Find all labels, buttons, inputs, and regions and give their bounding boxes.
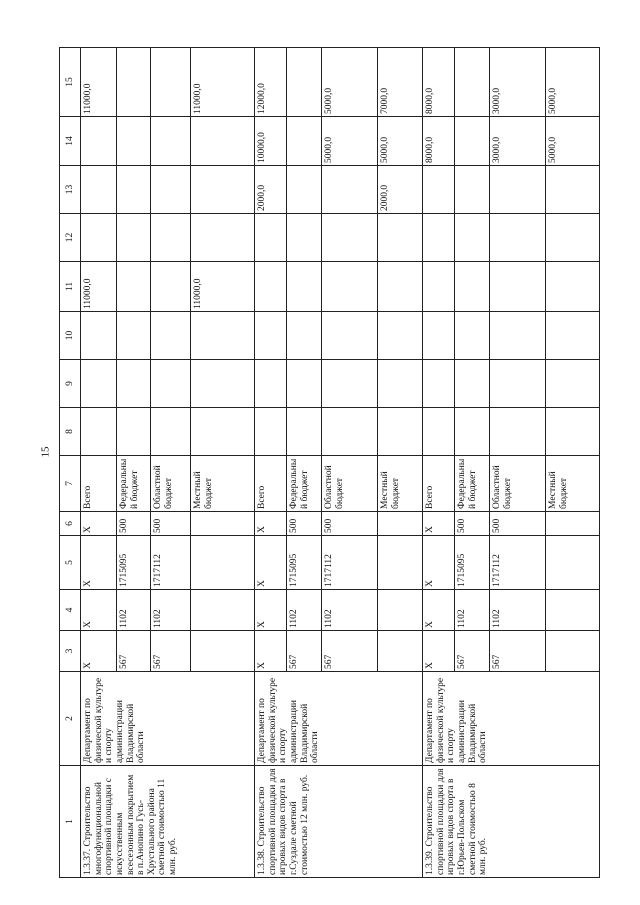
value-cell: 1102 [322, 590, 378, 631]
value-cell [378, 590, 423, 631]
value-cell [322, 408, 378, 456]
funding-source-cell: Федеральный бюджет [117, 456, 151, 512]
funding-source-cell: Всего [423, 456, 455, 512]
value-cell: 11000,0 [81, 48, 117, 117]
value-cell: 2000,0 [378, 166, 423, 214]
value-cell: X [81, 536, 117, 590]
table-row [81, 48, 117, 878]
value-cell [322, 360, 378, 408]
header-cell: 6 [60, 512, 81, 536]
funding-source-cell: Федеральный бюджет [287, 456, 322, 512]
value-cell [455, 360, 490, 408]
header-cell: 10 [60, 312, 81, 360]
value-cell [455, 166, 490, 214]
value-cell: 500 [117, 512, 151, 536]
value-cell: 1715095 [455, 536, 490, 590]
value-cell [81, 408, 117, 456]
value-cell [191, 166, 255, 214]
value-cell [490, 262, 546, 312]
value-cell [322, 312, 378, 360]
value-cell: 11000,0 [191, 262, 255, 312]
funding-source-cell: Областной бюджет [490, 456, 546, 512]
value-cell [81, 312, 117, 360]
header-row [60, 48, 81, 878]
value-cell: 1717112 [490, 536, 546, 590]
value-cell: 567 [322, 631, 378, 672]
page-number: 15 [39, 446, 52, 458]
header-cell: 2 [60, 672, 81, 766]
header-cell: 3 [60, 631, 81, 672]
value-cell: X [423, 631, 455, 672]
budget-table [59, 47, 600, 878]
value-cell [287, 48, 322, 117]
value-cell: 500 [455, 512, 490, 536]
funding-source-cell: Местный бюджет [191, 456, 255, 512]
value-cell [423, 408, 455, 456]
responsible-dept-cell: Департамент по физической культуре и спорту администрации Владимирской области [81, 672, 255, 766]
value-cell: 500 [490, 512, 546, 536]
value-cell [151, 408, 191, 456]
value-cell [322, 166, 378, 214]
value-cell [546, 360, 600, 408]
value-cell [287, 312, 322, 360]
value-cell [151, 262, 191, 312]
value-cell [81, 166, 117, 214]
value-cell [546, 214, 600, 262]
value-cell: 3000,0 [490, 117, 546, 166]
value-cell: 567 [287, 631, 322, 672]
value-cell [117, 312, 151, 360]
value-cell [117, 166, 151, 214]
value-cell: X [423, 590, 455, 631]
value-cell [117, 48, 151, 117]
value-cell [378, 360, 423, 408]
value-cell [423, 312, 455, 360]
value-cell [287, 408, 322, 456]
header-cell: 7 [60, 456, 81, 512]
value-cell [546, 408, 600, 456]
value-cell: 1717112 [322, 536, 378, 590]
value-cell [546, 312, 600, 360]
value-cell [287, 214, 322, 262]
value-cell [151, 166, 191, 214]
value-cell [255, 408, 287, 456]
value-cell [151, 360, 191, 408]
value-cell [546, 590, 600, 631]
value-cell: X [81, 590, 117, 631]
value-cell [455, 117, 490, 166]
value-cell [490, 360, 546, 408]
value-cell [423, 214, 455, 262]
header-cell: 8 [60, 408, 81, 456]
header-cell: 11 [60, 262, 81, 312]
value-cell [423, 360, 455, 408]
value-cell: X [423, 512, 455, 536]
responsible-dept-cell: Департамент по физической культуре и спорту администрации Владимирской области [423, 672, 600, 766]
value-cell [423, 262, 455, 312]
header-cell: 14 [60, 117, 81, 166]
value-cell: 567 [490, 631, 546, 672]
value-cell [191, 590, 255, 631]
value-cell: 10000,0 [255, 117, 287, 166]
value-cell [455, 48, 490, 117]
value-cell [81, 214, 117, 262]
value-cell: 1102 [151, 590, 191, 631]
value-cell: 7000,0 [378, 48, 423, 117]
value-cell [117, 360, 151, 408]
value-cell [191, 360, 255, 408]
value-cell [287, 262, 322, 312]
value-cell: 1715095 [117, 536, 151, 590]
value-cell [490, 214, 546, 262]
value-cell [255, 312, 287, 360]
table-row [423, 48, 455, 878]
funding-source-cell: Местный бюджет [546, 456, 600, 512]
value-cell [151, 312, 191, 360]
value-cell: 500 [287, 512, 322, 536]
value-cell [322, 262, 378, 312]
value-cell [255, 214, 287, 262]
funding-source-cell: Местный бюджет [378, 456, 423, 512]
header-cell: 13 [60, 166, 81, 214]
value-cell: X [423, 536, 455, 590]
value-cell [322, 214, 378, 262]
value-cell: 8000,0 [423, 117, 455, 166]
value-cell: 1102 [490, 590, 546, 631]
value-cell [117, 408, 151, 456]
value-cell [191, 631, 255, 672]
header-cell: 1 [60, 766, 81, 878]
funding-source-cell: Федеральный бюджет [455, 456, 490, 512]
value-cell [378, 631, 423, 672]
funding-source-cell: Всего [255, 456, 287, 512]
value-cell: 1102 [117, 590, 151, 631]
value-cell [423, 166, 455, 214]
value-cell [287, 117, 322, 166]
value-cell [151, 117, 191, 166]
header-cell: 4 [60, 590, 81, 631]
value-cell [81, 117, 117, 166]
value-cell [455, 262, 490, 312]
value-cell: 11000,0 [81, 262, 117, 312]
funding-source-cell: Всего [81, 456, 117, 512]
value-cell [191, 214, 255, 262]
value-cell [546, 536, 600, 590]
value-cell: 5000,0 [378, 117, 423, 166]
value-cell [287, 166, 322, 214]
value-cell [546, 166, 600, 214]
value-cell: X [255, 631, 287, 672]
value-cell: 1102 [455, 590, 490, 631]
value-cell: 12000,0 [255, 48, 287, 117]
value-cell: X [255, 590, 287, 631]
header-cell: 12 [60, 214, 81, 262]
value-cell [378, 536, 423, 590]
value-cell [378, 312, 423, 360]
value-cell: X [81, 631, 117, 672]
value-cell: 500 [322, 512, 378, 536]
value-cell: 567 [151, 631, 191, 672]
value-cell [191, 512, 255, 536]
value-cell [546, 512, 600, 536]
value-cell [117, 262, 151, 312]
value-cell [81, 360, 117, 408]
header-cell: 15 [60, 48, 81, 117]
value-cell [490, 166, 546, 214]
value-cell [455, 312, 490, 360]
header-cell: 9 [60, 360, 81, 408]
value-cell [546, 262, 600, 312]
value-cell: 5000,0 [546, 117, 600, 166]
value-cell [490, 312, 546, 360]
value-cell: 5000,0 [546, 48, 600, 117]
funding-source-cell: Областной бюджет [151, 456, 191, 512]
value-cell [287, 360, 322, 408]
value-cell [378, 512, 423, 536]
value-cell: 567 [455, 631, 490, 672]
rotated-page [59, 48, 589, 878]
value-cell: 11000,0 [191, 48, 255, 117]
value-cell [378, 408, 423, 456]
value-cell: 3000,0 [490, 48, 546, 117]
table-row [255, 48, 287, 878]
value-cell [378, 262, 423, 312]
value-cell: X [255, 536, 287, 590]
value-cell [455, 214, 490, 262]
value-cell: 5000,0 [322, 48, 378, 117]
item-description-cell: 1.3.38. Строительство спортивной площадки для игровых видов спорта в г.Суздале сметной стоимостью 12 млн. руб. [255, 766, 423, 878]
value-cell: 567 [117, 631, 151, 672]
value-cell: 1102 [287, 590, 322, 631]
item-description-cell: 1.3.37. Строительство многофункциональной спортивной площадки с искусственным всесезонным покрытием в п.Анопино Гусь-Хрустального района сметной стоимостью 11 млн. руб. [81, 766, 255, 878]
value-cell [117, 117, 151, 166]
value-cell: 2000,0 [255, 166, 287, 214]
value-cell: 1715095 [287, 536, 322, 590]
value-cell [151, 48, 191, 117]
value-cell [117, 214, 151, 262]
value-cell [191, 312, 255, 360]
value-cell [191, 408, 255, 456]
value-cell: X [255, 512, 287, 536]
value-cell: 5000,0 [322, 117, 378, 166]
header-cell: 5 [60, 536, 81, 590]
value-cell [151, 214, 191, 262]
value-cell [378, 214, 423, 262]
value-cell: 1717112 [151, 536, 191, 590]
value-cell: 8000,0 [423, 48, 455, 117]
funding-source-cell: Областной бюджет [322, 456, 378, 512]
item-description-cell: 1.3.39. Строительство спортивной площадки для игровых видов спорта в г.Юрьев-Польском сметной стоимостью 8 млн. руб. [423, 766, 600, 878]
value-cell [255, 360, 287, 408]
value-cell [191, 117, 255, 166]
value-cell [455, 408, 490, 456]
value-cell [191, 536, 255, 590]
value-cell [255, 262, 287, 312]
value-cell [490, 408, 546, 456]
value-cell: X [81, 512, 117, 536]
value-cell: 500 [151, 512, 191, 536]
responsible-dept-cell: Департамент по физической культуре и спорту администрации Владимирской области [255, 672, 423, 766]
value-cell [546, 631, 600, 672]
